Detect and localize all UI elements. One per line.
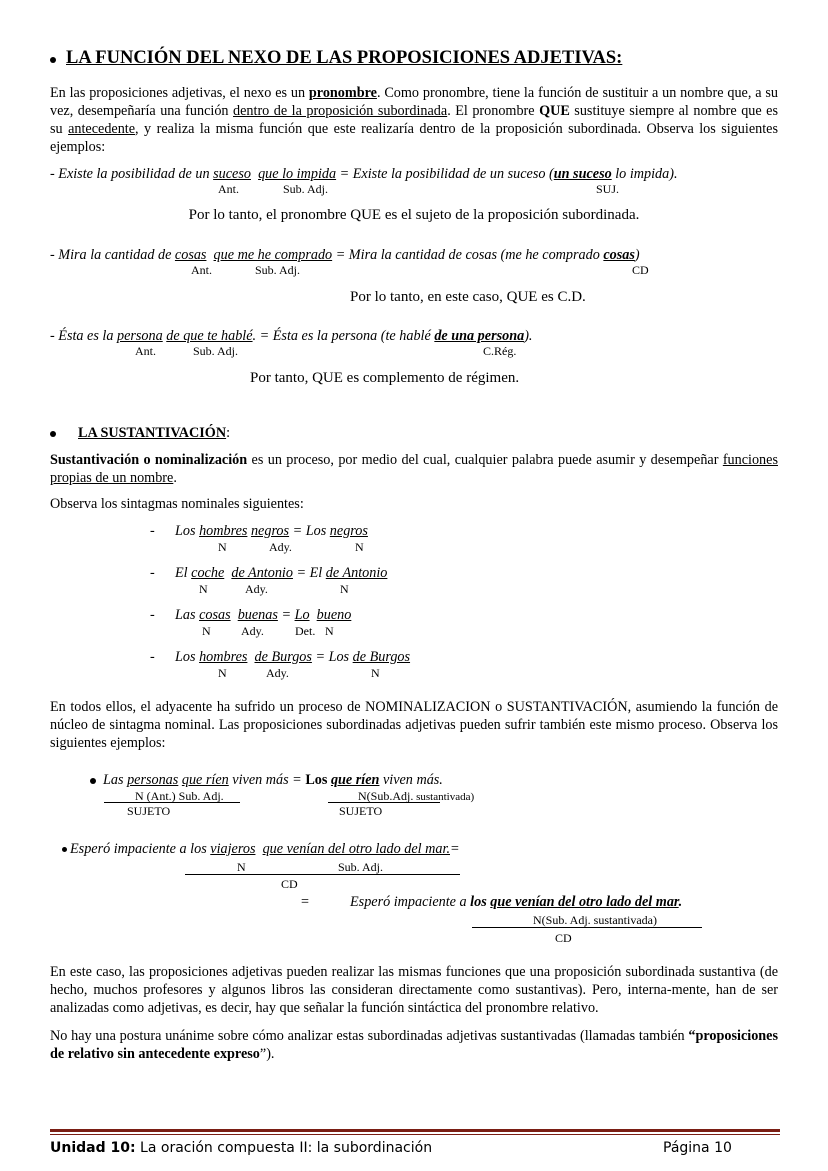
example-1-label-sub: Sub. Adj. xyxy=(283,182,329,196)
example-1-label-fn: SUJ. xyxy=(596,182,620,196)
sn-3-label-det: Det. xyxy=(295,624,316,638)
bullet-icon xyxy=(50,57,56,63)
sust-2-label-cd: CD xyxy=(281,877,298,891)
footer-page-number: Página 10 xyxy=(663,1140,732,1156)
sust-1-label-right: N(Sub.Adj. sustantivada) xyxy=(358,789,475,803)
example-3-label-ant: Ant. xyxy=(135,344,156,358)
sust-2-label-sub: Sub. Adj. xyxy=(338,860,384,874)
sn-4-label-n2: N xyxy=(371,666,380,680)
example-1-conclusion: Por lo tanto, el pronombre QUE es el sujeto de la proposición subordinada. xyxy=(188,207,640,223)
bullet-icon xyxy=(50,431,56,437)
example-2-label-ant: Ant. xyxy=(191,263,212,277)
sust-2-result-label: N(Sub. Adj. sustantivada) xyxy=(533,913,657,927)
example-2-label-fn: CD xyxy=(632,263,649,277)
sust-1-sujeto-left: SUJETO xyxy=(127,804,171,818)
sust-1-underline-right xyxy=(328,802,440,803)
sn-example-4: Los hombres de Burgos = Los de Burgos xyxy=(175,649,411,665)
sn-2-label-ady: Ady. xyxy=(245,582,268,596)
sust-example-1: Las personas que ríen viven más = Los que ríen viven más. xyxy=(90,771,443,789)
sn-4-label-n: N xyxy=(218,666,227,680)
sn-1-label-n2: N xyxy=(355,540,364,554)
sn-4-label-ady: Ady. xyxy=(266,666,289,680)
sn-2-label-n2: N xyxy=(340,582,349,596)
sn-dash-3: - xyxy=(150,607,155,623)
example-2-conclusion: Por lo tanto, en este caso, QUE es C.D. xyxy=(350,289,586,305)
example-2-label-sub: Sub. Adj. xyxy=(255,263,301,277)
bullet-icon xyxy=(90,778,96,784)
sust-2-result-cd: CD xyxy=(555,931,572,945)
section1-heading xyxy=(50,49,622,68)
example-3: - Ésta es la persona de que te hablé. = Ésta es la persona (te hablé de una persona). xyxy=(50,328,533,344)
sn-3-label-n2: N xyxy=(325,624,334,638)
section2-para4: No hay una postura unánime sobre cómo analizar estas subordinadas adjetivas sustantivadas (llamadas también “proposiciones de relativo sin antecedente expreso”). xyxy=(50,1028,778,1062)
sn-example-3: Las cosas buenas = Lo bueno xyxy=(175,607,352,623)
sust-2-underline xyxy=(185,874,460,875)
footer-unit: Unidad 10: La oración compuesta II: la subordinación xyxy=(50,1140,433,1156)
example-1: - Existe la posibilidad de un suceso que lo impida = Existe la posibilidad de un suceso (un suceso lo impida). xyxy=(50,166,678,182)
sust-2-equals: = xyxy=(301,894,310,910)
example-3-label-sub: Sub. Adj. xyxy=(193,344,239,358)
sust-1-label-left: N (Ant.) Sub. Adj. xyxy=(135,789,224,803)
section1-title: LA FUNCIÓN DEL NEXO DE LAS PROPOSICIONES ADJETIVAS: xyxy=(66,48,623,68)
sn-3-label-n: N xyxy=(202,624,211,638)
footer-rule-thin xyxy=(50,1134,780,1135)
sn-example-2: El coche de Antonio = El de Antonio xyxy=(175,565,388,581)
section1-intro: En las proposiciones adjetivas, el nexo es un pronombre. Como pronombre, tiene la función de sustituir a un nombre que, a su vez, desempeñaría una función dentro de la proposición subordinada. El pronombre QUE sustituye siempre al nombre que es su antecedente, y realiza la misma función que este realizaría dentro de la proposición subordinada. Observa los siguientes ejemplos: xyxy=(50,85,778,155)
section2-para2: En todos ellos, el adyacente ha sufrido un proceso de NOMINALIZACION o SUSTANTIVACIÓN, asumiendo la función de núcleo de sintagma nominal. Las proposiciones subordinadas adjetivas pueden sufrir también este mismo proceso. Observa los siguientes ejemplos: xyxy=(50,699,778,751)
sust-2-label-n: N xyxy=(237,860,246,874)
section2-title: LA SUSTANTIVACIÓN xyxy=(78,425,227,441)
section2-para3: En este caso, las proposiciones adjetivas pueden realizar las mismas funciones que una proposición subordinada sustantiva (de hecho, muchos profesores y algunos libros las consideran directamente como sustantivas). Pero, interna-mente, han de ser analizadas como adjetivas, es decir, hay que señalar la función sintáctica del pronombre relativo. xyxy=(50,964,778,1016)
sn-2-label-n: N xyxy=(199,582,208,596)
sust-example-2: Esperó impaciente a los viajeros que venían del otro lado del mar.= xyxy=(62,840,460,858)
sust-2-result-underline xyxy=(472,927,702,928)
example-3-label-fn: C.Rég. xyxy=(483,344,517,358)
sust-2-result: Esperó impaciente a los que venían del otro lado del mar. xyxy=(350,894,683,910)
sn-1-label-ady: Ady. xyxy=(269,540,292,554)
sn-dash-4: - xyxy=(150,649,155,665)
section2-definition: Sustantivación o nominalización es un proceso, por medio del cual, cualquier palabra puede asumir y desempeñar funciones propias de un nombre. xyxy=(50,452,778,486)
section2-heading: LA SUSTANTIVACIÓN: xyxy=(50,424,230,442)
sn-1-label-n: N xyxy=(218,540,227,554)
example-2: - Mira la cantidad de cosas que me he comprado = Mira la cantidad de cosas (me he comprado cosas) xyxy=(50,247,640,263)
sn-dash-1: - xyxy=(150,523,155,539)
sust-1-sujeto-right: SUJETO xyxy=(339,804,383,818)
bullet-icon xyxy=(62,847,67,852)
sn-3-label-ady: Ady. xyxy=(241,624,264,638)
example-3-conclusion: Por tanto, QUE es complemento de régimen. xyxy=(250,370,520,386)
sn-example-1: Los hombres negros = Los negros xyxy=(175,523,368,539)
footer-rule-thick xyxy=(50,1129,780,1132)
example-1-label-ant: Ant. xyxy=(218,182,239,196)
sust-1-underline-left xyxy=(104,802,240,803)
sn-dash-2: - xyxy=(150,565,155,581)
section2-observe: Observa los sintagmas nominales siguientes: xyxy=(50,496,304,512)
